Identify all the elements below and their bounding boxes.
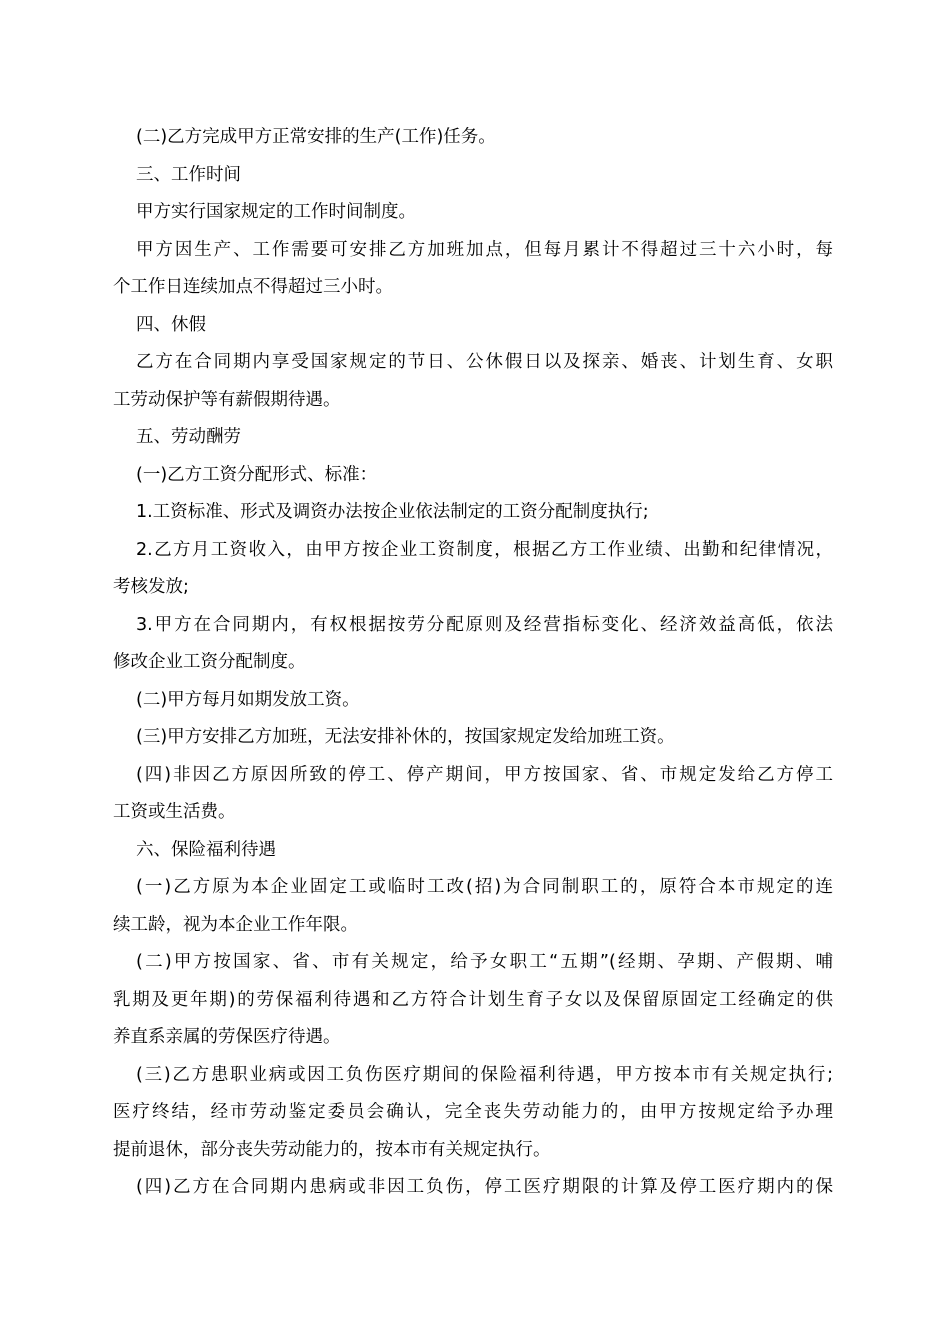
paragraph-line: 三、工作时间 <box>136 164 241 185</box>
paragraph-line: 续工龄，视为本企业工作年限。 <box>113 914 358 935</box>
paragraph-line: 提前退休，部分丧失劳动能力的，按本市有关规定执行。 <box>113 1139 551 1160</box>
paragraph-line: 四、休假 <box>136 314 206 335</box>
paragraph-line: (一)乙方工资分配形式、标准： <box>136 464 378 485</box>
paragraph-line: 养直系亲属的劳保医疗待遇。 <box>113 1027 341 1047</box>
paragraph-line: 修改企业工资分配制度。 <box>113 652 306 672</box>
paragraph-line: 工资或生活费。 <box>113 802 236 822</box>
paragraph-line: (四)非因乙方原因所致的停工、停产期间，甲方按国家、省、市规定发给乙方停工 <box>136 764 833 785</box>
paragraph-line: 五、劳动酬劳 <box>136 427 241 447</box>
document-body <box>113 119 833 1207</box>
paragraph-line: 甲方因生产、工作需要可安排乙方加班加点，但每月累计不得超过三十六小时，每 <box>136 239 833 260</box>
paragraph-line: 乙方在合同期内享受国家规定的节日、公休假日以及探亲、婚丧、计划生育、女职 <box>136 352 833 372</box>
paragraph-line: (二)甲方按国家、省、市有关规定，给予女职工“五期”(经期、孕期、产假期、哺 <box>136 952 833 972</box>
paragraph-line: (二)乙方完成甲方正常安排的生产(工作)任务。 <box>136 127 496 147</box>
paragraph-line: (一)乙方原为本企业固定工或临时工改(招)为合同制职工的，原符合本市规定的连 <box>136 877 833 897</box>
paragraph-line: 3.甲方在合同期内，有权根据按劳分配原则及经营指标变化、经济效益高低，依法 <box>136 614 833 635</box>
paragraph-line: 甲方实行国家规定的工作时间制度。 <box>136 202 416 222</box>
paragraph-line: 个工作日连续加点不得超过三小时。 <box>113 277 393 297</box>
paragraph-line: 考核发放; <box>113 577 189 597</box>
paragraph-line: 工劳动保护等有薪假期待遇。 <box>113 389 341 410</box>
paragraph-line: (三)乙方患职业病或因工负伤医疗期间的保险福利待遇，甲方按本市有关规定执行; <box>136 1064 833 1085</box>
paragraph-line: 六、保险福利待遇 <box>136 839 276 860</box>
paragraph-line: (四)乙方在合同期内患病或非因工负伤，停工医疗期限的计算及停工医疗期内的保 <box>136 1177 833 1197</box>
paragraph-line: 医疗终结，经市劳动鉴定委员会确认，完全丧失劳动能力的，由甲方按规定给予办理 <box>113 1102 833 1122</box>
paragraph-line: (三)甲方安排乙方加班，无法安排补休的，按国家规定发给加班工资。 <box>136 727 675 747</box>
paragraph-line: (二)甲方每月如期发放工资。 <box>136 689 360 710</box>
paragraph-line: 2.乙方月工资收入，由甲方按企业工资制度，根据乙方工作业绩、出勤和纪律情况， <box>136 539 833 560</box>
paragraph-line: 乳期及更年期)的劳保福利待遇和乙方符合计划生育子女以及保留原固定工经确定的供 <box>113 989 833 1010</box>
paragraph-line: 1.工资标准、形式及调资办法按企业依法制定的工资分配制度执行; <box>136 502 649 522</box>
